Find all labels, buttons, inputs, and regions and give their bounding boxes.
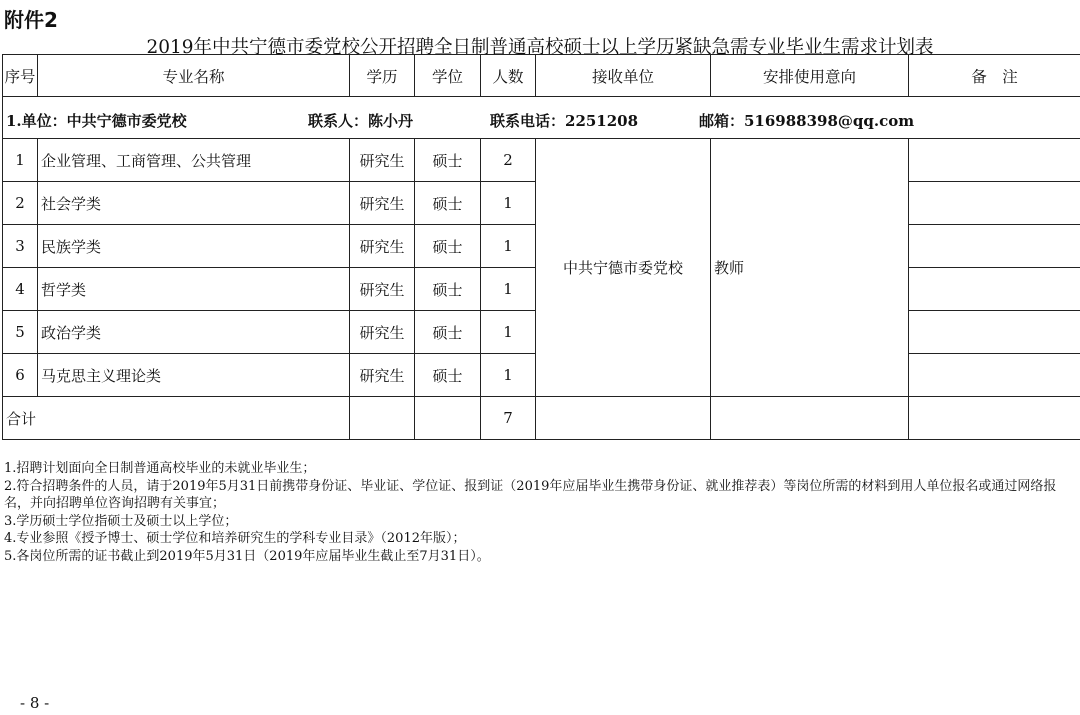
header-education: 学历 (350, 55, 415, 97)
receiving-unit-cell: 中共宁德市委党校 (536, 139, 711, 397)
row-remarks (909, 311, 1080, 354)
row-no: 1 (3, 139, 38, 182)
row-count: 1 (481, 311, 536, 354)
row-education: 研究生 (350, 311, 415, 354)
row-remarks (909, 182, 1080, 225)
page-number: - 8 - (20, 694, 50, 712)
note-item: 3.学历硕士学位指硕士及硕士以上学位； (4, 513, 238, 529)
row-remarks (909, 225, 1080, 268)
header-no: 序号 (3, 55, 38, 97)
row-major: 民族学类 (38, 225, 350, 268)
unit-email: 邮箱：516988398@qq.com (699, 112, 915, 130)
unit-contact: 联系人：陈小丹 (308, 112, 414, 130)
unit-phone: 联系电话：2251208 (490, 112, 639, 130)
total-usage-intent (711, 397, 909, 440)
total-label: 合计 (3, 397, 350, 440)
row-education: 研究生 (350, 354, 415, 397)
row-major: 哲学类 (38, 268, 350, 311)
note-item: 1.招聘计划面向全日制普通高校毕业的未就业毕业生； (4, 461, 316, 476)
table-row (3, 139, 1080, 182)
row-degree: 硕士 (415, 268, 481, 311)
total-education (350, 397, 415, 440)
row-major: 马克思主义理论类 (38, 354, 350, 397)
row-education: 研究生 (350, 182, 415, 225)
row-count: 1 (481, 268, 536, 311)
row-degree: 硕士 (415, 311, 481, 354)
row-major: 政治学类 (38, 311, 350, 354)
row-count: 1 (481, 182, 536, 225)
attachment-label: 附件2 (4, 8, 58, 32)
table-header-row (3, 55, 1080, 97)
recruitment-plan-table (2, 54, 1080, 440)
total-receiving-unit (536, 397, 711, 440)
row-remarks (909, 139, 1080, 182)
row-major: 企业管理、工商管理、公共管理 (38, 139, 350, 182)
row-remarks (909, 268, 1080, 311)
row-degree: 硕士 (415, 139, 481, 182)
row-no: 3 (3, 225, 38, 268)
row-major: 社会学类 (38, 182, 350, 225)
header-receiving-unit: 接收单位 (536, 55, 711, 97)
total-remarks (909, 397, 1080, 440)
note-item: 4.专业参照《授予博士、硕士学位和培养研究生的学科专业目录》（2012年版）； (4, 531, 466, 546)
row-count: 1 (481, 225, 536, 268)
note-item: 2.符合招聘条件的人员，请于2019年5月31日前携带身份证、毕业证、学位证、报到证（2019年应届毕业生携带身份证、就业推荐表）等岗位所需的材料到用人单位报名或通过网络报名，并向招聘单位咨询招聘有关事宜； (4, 478, 1057, 511)
row-count: 2 (481, 139, 536, 182)
row-education: 研究生 (350, 225, 415, 268)
document-title: 2019年中共宁德市委党校公开招聘全日制普通高校硕士以上学历紧缺急需专业毕业生需求计划表 (146, 37, 934, 58)
row-no: 2 (3, 182, 38, 225)
header-degree: 学位 (415, 55, 481, 97)
row-degree: 硕士 (415, 354, 481, 397)
row-remarks (909, 354, 1080, 397)
unit-info-row (3, 97, 1080, 139)
note-item: 5.各岗位所需的证书截止到2019年5月31日（2019年应届毕业生截止至7月31日）。 (4, 548, 490, 564)
row-education: 研究生 (350, 268, 415, 311)
header-count: 人数 (481, 55, 536, 97)
row-education: 研究生 (350, 139, 415, 182)
total-degree (415, 397, 481, 440)
header-major: 专业名称 (38, 55, 350, 97)
header-remarks: 备 注 (909, 55, 1080, 97)
total-count: 7 (481, 397, 536, 440)
row-no: 6 (3, 354, 38, 397)
unit-name: 1.单位：中共宁德市委党校 (6, 112, 187, 130)
row-no: 4 (3, 268, 38, 311)
row-no: 5 (3, 311, 38, 354)
usage-intent-cell: 教师 (711, 139, 909, 397)
header-usage-intent: 安排使用意向 (711, 55, 909, 97)
notes-section (4, 460, 1076, 565)
row-degree: 硕士 (415, 225, 481, 268)
unit-info-cell (3, 97, 1080, 139)
row-count: 1 (481, 354, 536, 397)
row-degree: 硕士 (415, 182, 481, 225)
total-row (3, 397, 1080, 440)
